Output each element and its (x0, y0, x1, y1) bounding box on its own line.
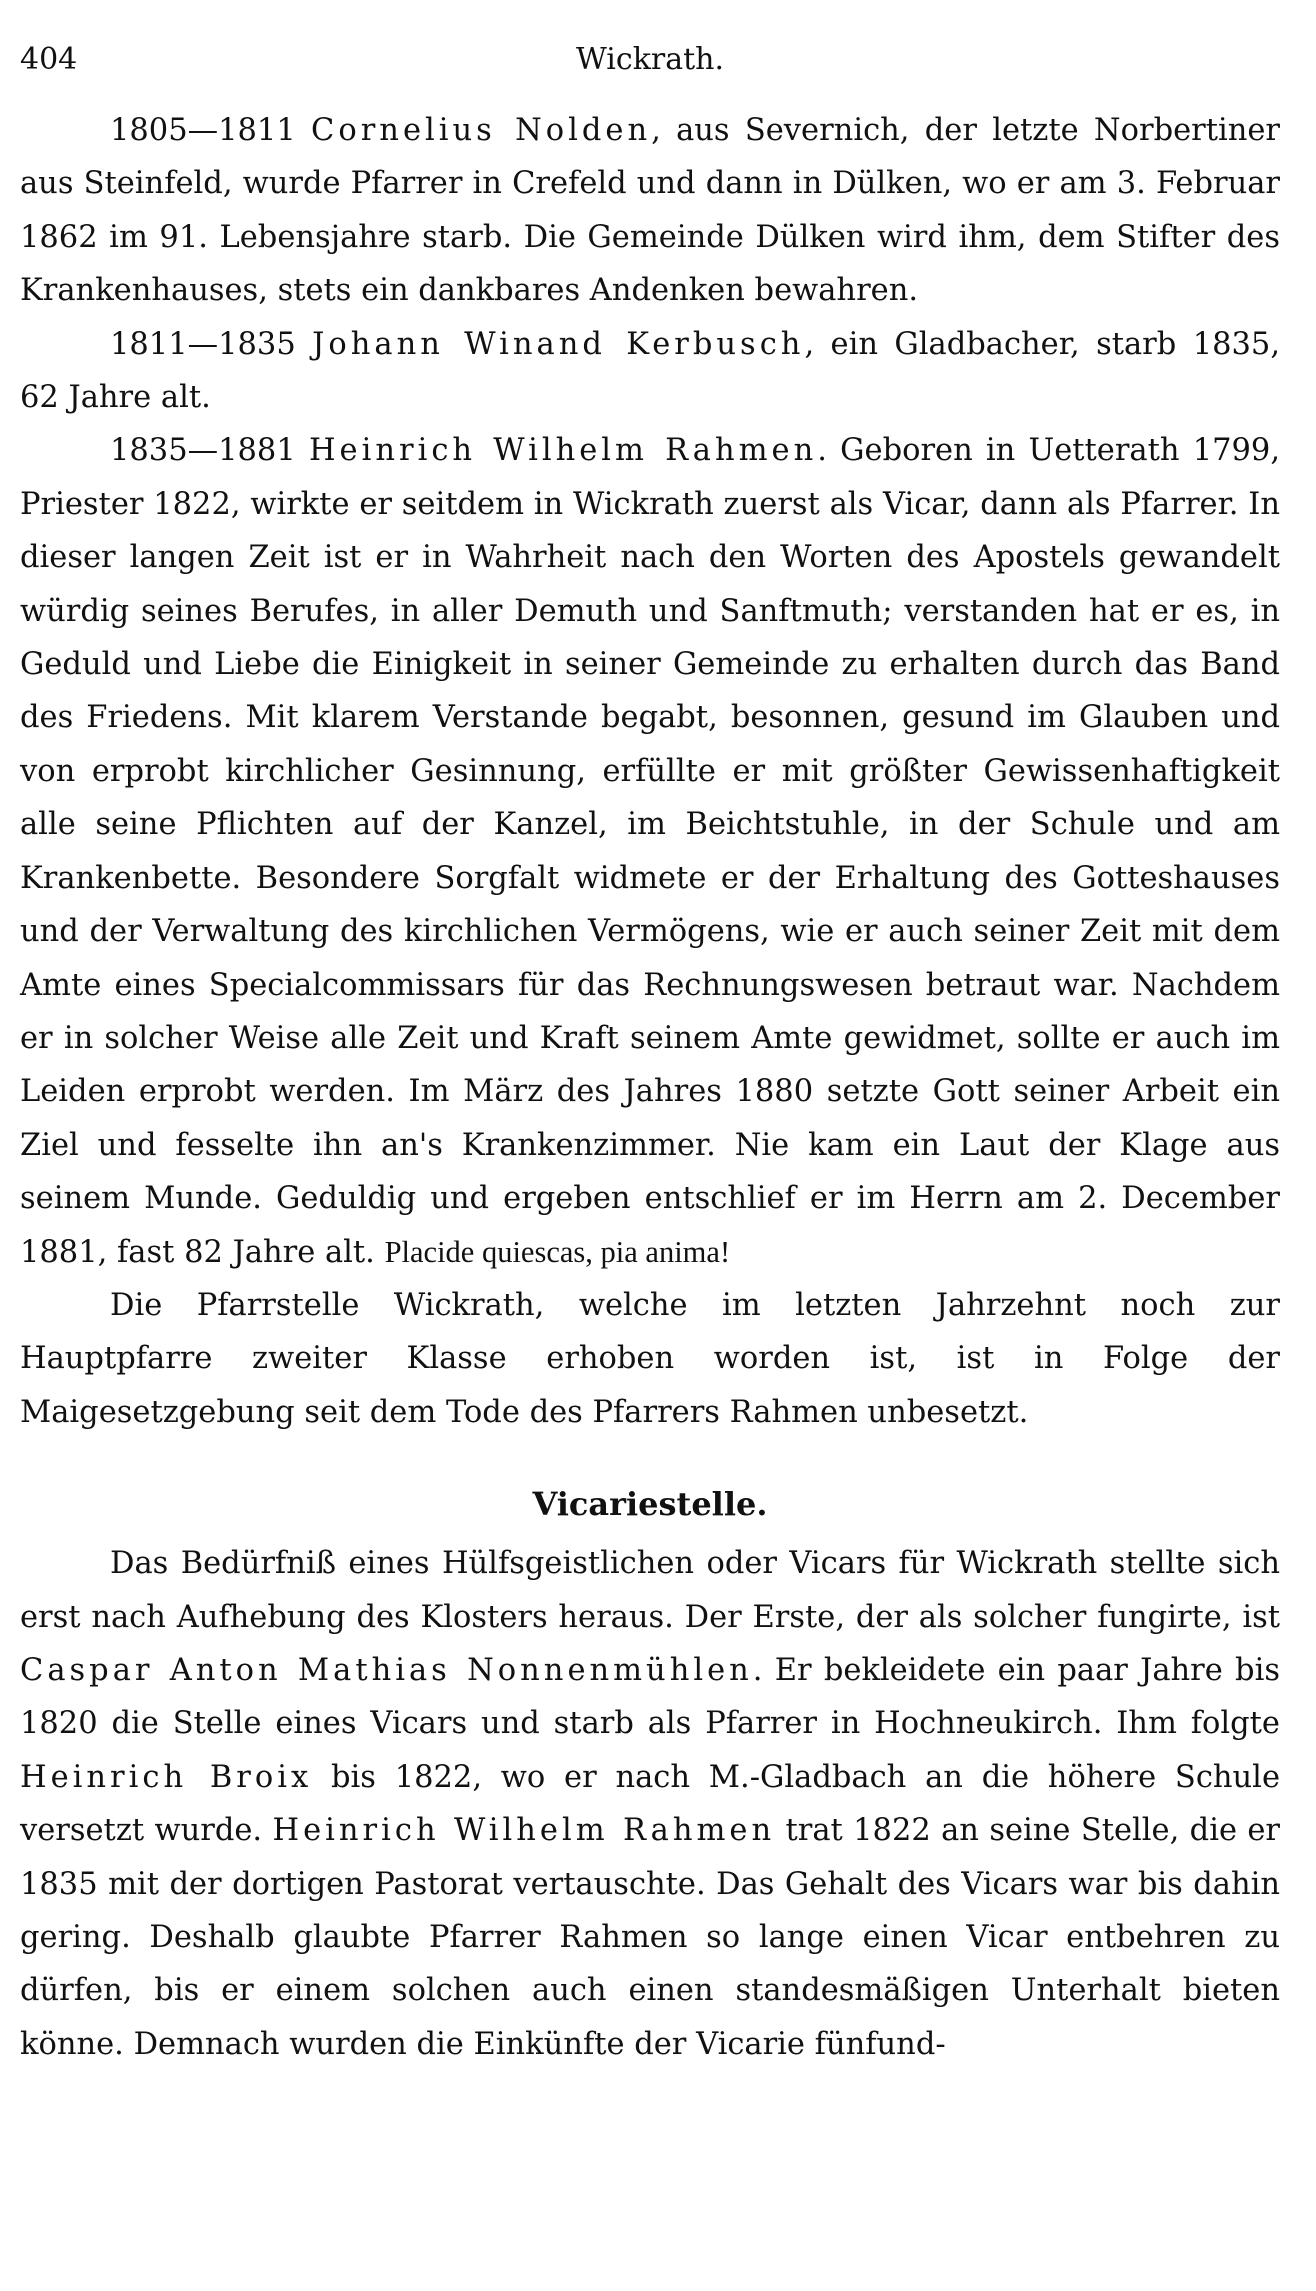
vicariestelle-text-b: . Er bekleidete ein paar Jahre bis 1820 die Stelle eines Vicars und starb als Pfarrer in Hochneukirch. Ihm folgte (20, 1652, 1280, 1742)
page-number: 404 (20, 42, 78, 77)
person-name-nolden: Cornelius Nolden (311, 113, 652, 148)
paragraph-pfarrstelle-text: Die Pfarrstelle Wickrath, welche im letzten Jahrzehnt noch zur Hauptpfarre zweiter Klasse erhoben worden ist, ist in Folge der Maigesetzgebung seit dem Tode des Pfarrers Rahmen unbesetzt. (20, 1287, 1280, 1430)
vicariestelle-text-c: bis 1822, wo er nach M.-Gladbach an die höhere Schule versetzt wurde. (20, 1759, 1280, 1849)
paragraph-rahmen (20, 424, 1280, 1279)
paragraph-kerbusch-text: , ein Gladbacher, starb 1835, 62 Jahre alt. (20, 326, 1281, 416)
paragraph-vicariestelle (20, 1537, 1280, 2071)
section-heading-vicariestelle: Vicariestelle. (532, 1485, 768, 1524)
page-header (20, 40, 1280, 104)
paragraph-nolden (20, 104, 1280, 318)
vicariestelle-text-d: trat 1822 an seine Stelle, die er 1835 mit der dortigen Pastorat vertauschte. Das Gehalt des Vicars war bis dahin gering. Deshalb glaubte Pfarrer Rahmen so lange einen Vicar entbehren zu dürfen, bis er einem solchen auch einen standesmäßigen Unterhalt bieten könne. Demnach wurden die Einkünfte der Vicarie fünfund- (20, 1813, 1280, 2062)
running-head: Wickrath. (575, 42, 725, 77)
paragraph-nolden-years: 1805—1811 (110, 113, 312, 148)
person-name-kerbusch: Johann Winand Kerbusch (312, 326, 805, 362)
paragraph-pfarrstelle (20, 1279, 1280, 1439)
paragraph-nolden-text: , aus Severnich, der letzte Norbertiner aus Steinfeld, wurde Pfarrer in Crefeld und dann in Dülken, wo er am 3. Februar 1862 im 91. Lebensjahre starb. Die Gemeinde Dülken wird ihm, dem Stifter des Krankenhauses, stets ein dankbares Andenken bewahren. (20, 113, 1281, 309)
person-name-nonnenmuehlen: Caspar Anton Mathias Nonnenmühlen (20, 1652, 753, 1688)
person-name-broix: Heinrich Broix (20, 1759, 313, 1795)
paragraph-rahmen-years: 1835—1881 (110, 433, 309, 469)
person-name-rahmen: Heinrich Wilhelm Rahmen (308, 433, 818, 469)
person-name-rahmen-vicar: Heinrich Wilhelm Rahmen (272, 1813, 776, 1849)
latin-phrase: Placide quiescas, pia anima! (384, 1234, 731, 1269)
paragraph-rahmen-text: . Geboren in Uetterath 1799, Priester 1822, wirkte er seitdem in Wickrath zuerst als Vicar, dann als Pfarrer. In dieser langen Zeit ist er in Wahrheit nach den Worten des Apostels gewandelt würdig seines Berufes, in aller Demuth und Sanftmuth; verstanden hat er es, in Geduld und Liebe die Einigkeit in seiner Gemeinde zu erhalten durch das Band des Friedens. Mit klarem Verstande begabt, besonnen, gesund im Glauben und von erprobt kirchlicher Gesinnung, erfüllte er mit größter Gewissenhaftigkeit alle seine Pflichten auf der Kanzel, im Beichtstuhle, in der Schule und am Krankenbette. Besondere Sorgfalt widmete er der Erhaltung des Gotteshauses und der Verwaltung des kirchlichen Vermögens, wie er auch seiner Zeit mit dem Amte eines Specialcommissars für das Rechnungswesen betraut war. Nachdem er in solcher Weise alle Zeit und Kraft seinem Amte gewidmet, sollte er auch im Leiden erprobt werden. Im März des Jahres 1880 setzte Gott seiner Arbeit ein Ziel und fesselte ihn an's Krankenzimmer. Nie kam ein Laut der Klage aus seinem Munde. Geduldig und ergeben entschlief er im Herrn am 2. December 1881, fast 82 Jahre alt. (20, 433, 1281, 1270)
book-page (20, 40, 1280, 2071)
vicariestelle-text-a: Das Bedürfniß eines Hülfsgeistlichen oder Vicars für Wickrath stellte sich erst nach Aufhebung des Klosters heraus. Der Erste, der als solcher fungirte, ist (20, 1546, 1280, 1635)
paragraph-kerbusch-years: 1811—1835 (110, 326, 313, 362)
paragraph-kerbusch (20, 318, 1280, 425)
